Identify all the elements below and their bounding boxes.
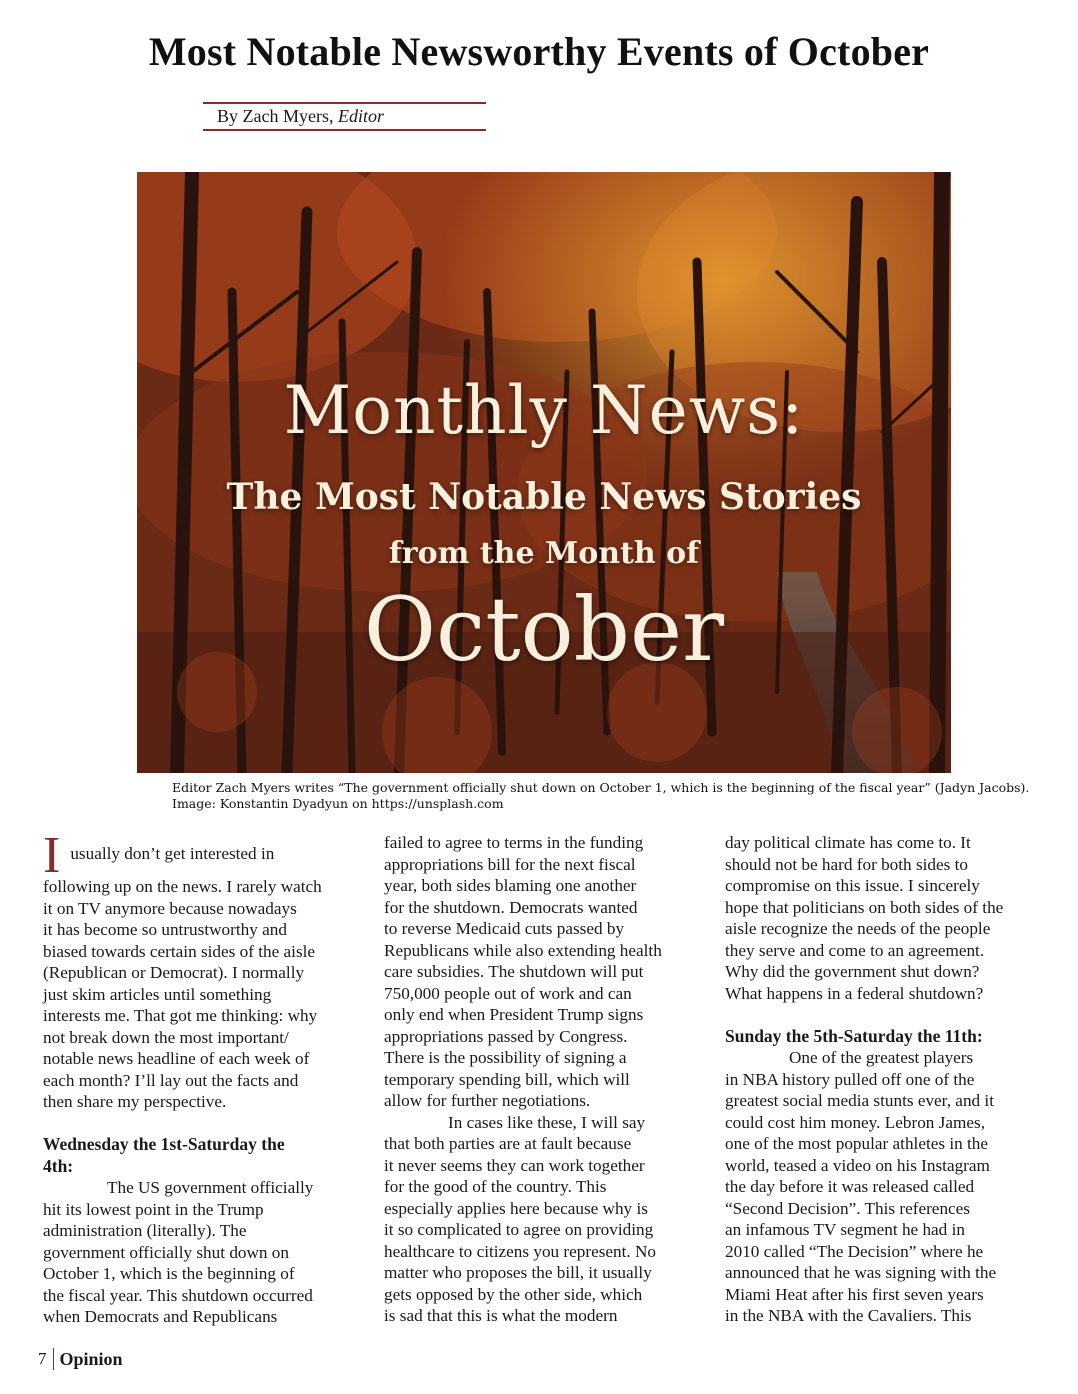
body-line: 2010 called “The Decision” where he <box>725 1241 984 1261</box>
image-caption <box>172 780 1030 812</box>
body-line: temporary spending bill, which will <box>384 1069 630 1089</box>
body-line: for the shutdown. Democrats wanted <box>384 897 638 917</box>
body-line: administration (literally). The <box>43 1221 247 1240</box>
body-line: the fiscal year. This shutdown occurred <box>43 1285 313 1305</box>
body-line: aisle recognize the needs of the people <box>725 919 991 938</box>
body-line: One of the greatest players <box>789 1048 974 1067</box>
body-line: when Democrats and Republicans <box>43 1307 278 1326</box>
article-column-3 <box>725 832 1045 1327</box>
body-line: that both parties are at fault because <box>384 1134 632 1153</box>
body-line: day political climate has come to. It <box>725 833 971 852</box>
body-line: usually don’t get interested in <box>70 844 275 863</box>
caption-line2: Image: Konstantin Dyadyun on https://unsplash.com <box>172 796 504 811</box>
byline <box>217 106 384 127</box>
page-number: 7 <box>38 1349 47 1368</box>
body-line: an infamous TV segment he had in <box>725 1220 965 1239</box>
byline-role: Editor <box>337 106 384 126</box>
body-line: “Second Decision”. This references <box>725 1198 970 1218</box>
hero-subtitle-line2: from the Month of <box>388 536 700 571</box>
body-line: each month? I’ll lay out the facts and <box>43 1070 299 1090</box>
body-line: it has become so untrustworthy and <box>43 920 287 939</box>
body-line: appropriations bill for the next fiscal <box>384 854 636 874</box>
body-line: allow for further negotiations. <box>384 1091 591 1110</box>
drop-cap: I <box>43 827 61 884</box>
body-line: it never seems they can work together <box>384 1155 645 1175</box>
body-line: gets opposed by the other side, which <box>384 1284 643 1304</box>
body-line: they serve and come to an agreement. <box>725 940 985 960</box>
hero-subtitle-line1: The Most Notable News Stories <box>226 476 862 518</box>
body-line: The US government officially <box>107 1178 314 1197</box>
body-line: interests me. That got me thinking: why <box>43 1006 318 1025</box>
body-line: greatest social media stunts ever, and it <box>725 1091 994 1110</box>
body-line: matter who proposes the bill, it usually <box>384 1263 652 1282</box>
body-line: it on TV anymore because nowadays <box>43 898 297 918</box>
hero-image-autumn-forest <box>137 172 951 773</box>
byline-bottom-rule <box>203 129 486 131</box>
section-heading: Sunday the 5th-Saturday the 11th: <box>725 1025 983 1046</box>
body-line: could cost him money. Lebron James, <box>725 1112 985 1132</box>
body-line: especially applies here because why is <box>384 1198 648 1218</box>
footer-divider <box>53 1348 54 1370</box>
body-line: In cases like these, I will say <box>448 1112 646 1132</box>
body-line: Miami Heat after his first seven years <box>725 1284 984 1304</box>
body-line: in NBA history pulled off one of the <box>725 1069 975 1089</box>
body-line: What happens in a federal shutdown? <box>725 983 984 1003</box>
section-name: Opinion <box>59 1348 123 1369</box>
body-line: failed to agree to terms in the funding <box>384 833 644 852</box>
body-line: then share my perspective. <box>43 1092 227 1111</box>
body-line: 750,000 people out of work and can <box>384 983 632 1003</box>
body-line: should not be hard for both sides to <box>725 854 968 874</box>
body-line: biased towards certain sides of the aisle <box>43 941 316 961</box>
section-heading: Wednesday the 1st-Saturday the <box>43 1134 285 1154</box>
body-line: There is the possibility of signing a <box>384 1048 627 1067</box>
body-line: Republicans while also extending health <box>384 940 662 960</box>
body-line: October 1, which is the beginning of <box>43 1264 295 1283</box>
body-line: to reverse Medicaid cuts passed by <box>384 919 625 938</box>
body-line: one of the most popular athletes in the <box>725 1134 988 1153</box>
body-line: year, both sides blaming one another <box>384 876 637 895</box>
hero-title-monthly-news: Monthly News: <box>283 372 805 449</box>
body-line: not break down the most important/ <box>43 1027 289 1047</box>
body-line: for the good of the country. This <box>384 1177 607 1196</box>
body-line: compromise on this issue. I sincerely <box>725 876 980 895</box>
article-column-2 <box>384 832 704 1327</box>
body-line: only end when President Trump signs <box>384 1005 644 1024</box>
byline-author: By Zach Myers, <box>217 106 338 126</box>
byline-top-rule <box>203 102 486 104</box>
body-line: the day before it was released called <box>725 1177 975 1196</box>
body-line: care subsidies. The shutdown will put <box>384 962 644 981</box>
hero-title-october: October <box>363 578 725 681</box>
body-line: it so complicated to agree on providing <box>384 1220 654 1239</box>
article-column-1 <box>43 827 363 1328</box>
article-headline: Most Notable Newsworthy Events of October <box>148 29 930 74</box>
page-footer <box>38 1348 123 1370</box>
body-line: (Republican or Democrat). I normally <box>43 963 305 982</box>
caption-line1: Editor Zach Myers writes “The government officially shut down on October 1, which is the beginning of the fiscal year” (Jadyn Jacobs). <box>172 780 1030 795</box>
body-line: in the NBA with the Cavaliers. This <box>725 1306 972 1325</box>
body-line: world, teased a video on his Instagram <box>725 1155 990 1175</box>
body-line: Why did the government shut down? <box>725 962 980 981</box>
body-line: appropriations passed by Congress. <box>384 1026 628 1046</box>
section-heading: 4th: <box>43 1155 74 1176</box>
body-line: hit its lowest point in the Trump <box>43 1199 264 1219</box>
body-line: hope that politicians on both sides of the <box>725 897 1004 917</box>
body-line: is sad that this is what the modern <box>384 1306 618 1325</box>
body-line: following up on the news. I rarely watch <box>43 877 322 896</box>
body-line: government officially shut down on <box>43 1242 289 1262</box>
body-line: notable news headline of each week of <box>43 1049 310 1068</box>
body-line: announced that he was signing with the <box>725 1263 997 1282</box>
body-line: healthcare to citizens you represent. No <box>384 1241 657 1261</box>
body-line: just skim articles until something <box>43 984 272 1004</box>
forest-illustration <box>137 172 951 773</box>
